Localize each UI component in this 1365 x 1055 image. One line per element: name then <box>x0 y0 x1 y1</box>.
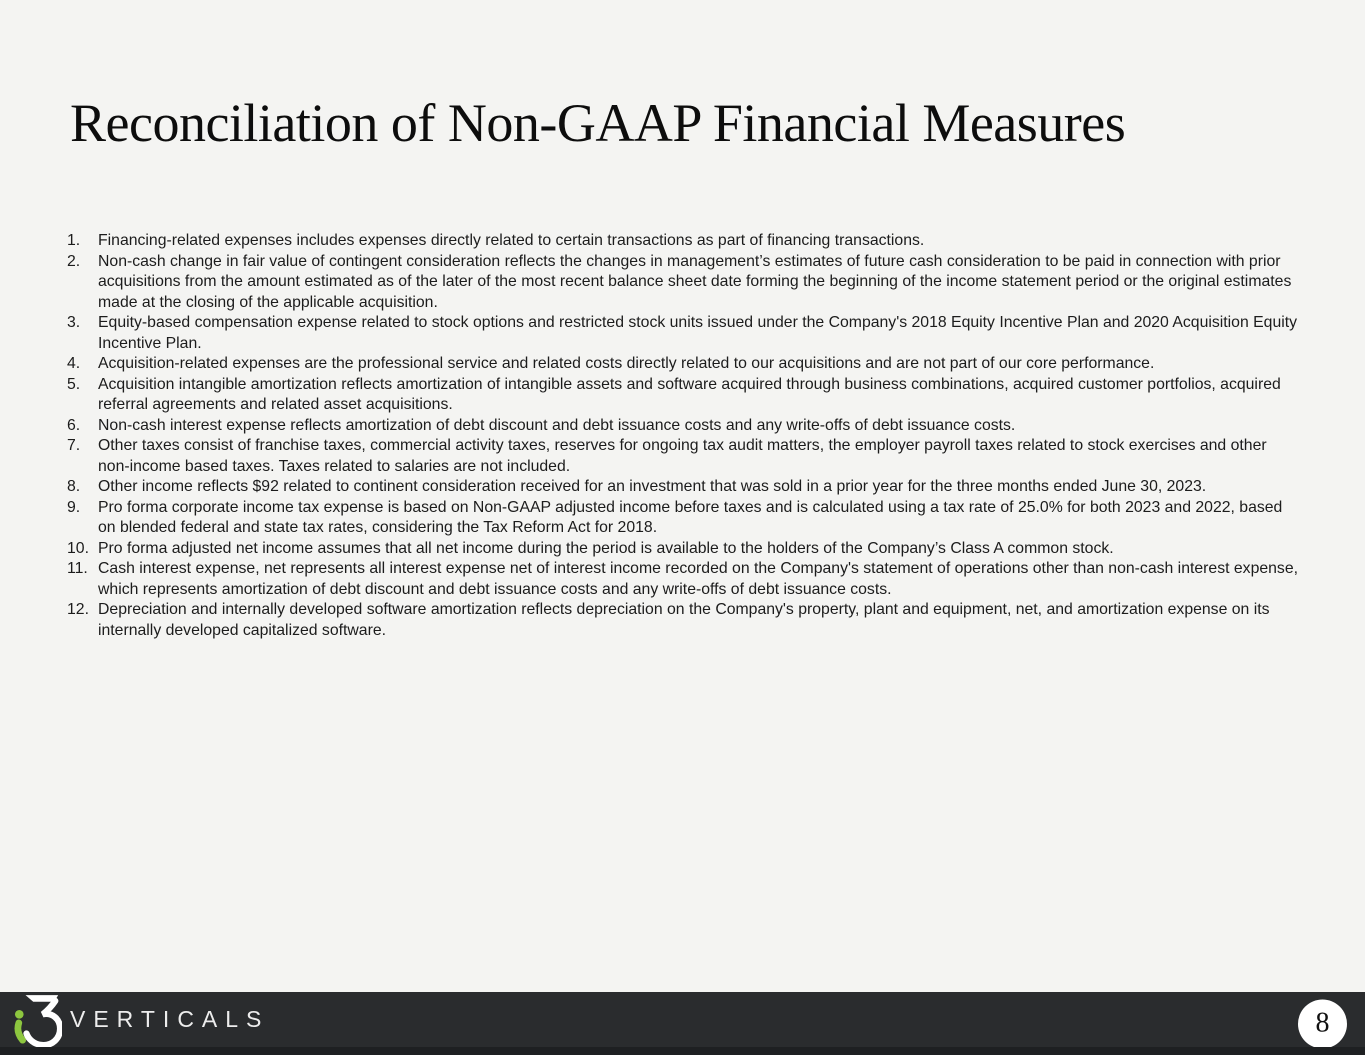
footnote-number: 7. <box>67 437 81 454</box>
footnote-number: 12. <box>67 601 89 618</box>
footnote-text: Other income reflects $92 related to continent consideration received for an investment that was sold in a prior year for the three months ended June 30, 2023. <box>98 478 1207 495</box>
footnote-item-9 <box>67 498 1298 539</box>
footnote-item-6 <box>67 416 1298 437</box>
footnote-item-1 <box>67 231 1298 252</box>
footnote-number: 10. <box>67 539 89 557</box>
page-title: Reconciliation of Non-GAAP Financial Measures <box>70 93 1126 153</box>
footnote-item-4 <box>67 354 1298 375</box>
footnote-number: 1. <box>67 232 81 249</box>
footnote-item-2 <box>67 252 1298 314</box>
footnote-number: 2. <box>67 252 81 270</box>
page-number-badge <box>1298 999 1347 1048</box>
footnote-text: Financing-related expenses includes expenses directly related to certain transactions as part of financing transactions. <box>98 232 925 249</box>
footnote-number: 8. <box>67 478 81 495</box>
footnotes-list <box>67 231 1298 641</box>
footnote-text: Cash interest expense, net represents all interest expense net of interest income recorded on the Company's statement of operations other than non-cash interest expense, which represents amortization of debt discount and debt issuance costs and any write-offs of debt issuance costs. <box>98 560 1298 598</box>
footnote-number: 4. <box>67 355 81 372</box>
footnote-item-11 <box>67 559 1298 600</box>
footer-bar <box>0 992 1365 1055</box>
brand-logo <box>14 992 269 1047</box>
footnote-text: Non-cash interest expense reflects amortization of debt discount and debt issuance costs and any write-offs of debt issuance costs. <box>98 416 1016 434</box>
footnote-item-5 <box>67 375 1298 416</box>
footnote-text: Equity-based compensation expense related to stock options and restricted stock units issued under the Company's 2018 Equity Incentive Plan and 2020 Acquisition Equity Incentive Plan. <box>98 314 1298 352</box>
footnote-item-8 <box>67 477 1298 498</box>
footnote-number: 3. <box>67 314 81 331</box>
footnote-number: 11. <box>67 560 88 577</box>
footnote-item-7 <box>67 436 1298 477</box>
footnote-number: 6. <box>67 416 81 434</box>
footnote-text: Pro forma adjusted net income assumes that all net income during the period is available to the holders of the Company’s Class A common stock. <box>98 539 1114 557</box>
brand-wordmark: VERTICALS <box>70 1006 270 1032</box>
footnote-number: 5. <box>67 375 81 393</box>
footnote-text: Acquisition-related expenses are the professional service and related costs directly related to our acquisitions and are not part of our core performance. <box>98 355 1155 372</box>
footnote-item-12 <box>67 600 1298 641</box>
i3-verticals-logo-icon <box>14 993 62 1049</box>
footnote-text: Acquisition intangible amortization reflects amortization of intangible assets and software acquired through business combinations, acquired customer portfolios, acquired referral agreements and related asset acquisitions. <box>98 375 1281 413</box>
footnote-item-3 <box>67 313 1298 354</box>
footnote-text: Non-cash change in fair value of contingent consideration reflects the changes in management’s estimates of future cash consideration to be paid in connection with prior acquisitions from the amount estimated as of the later of the most recent balance sheet date forming the beginning of the income statement period or the original estimates made at the closing of the applicable acquisition. <box>98 252 1292 311</box>
footer-bottom-strip <box>0 1047 1365 1055</box>
page-number: 8 <box>1315 1007 1330 1039</box>
footnote-item-10 <box>67 539 1298 560</box>
footnote-text: Other taxes consist of franchise taxes, commercial activity taxes, reserves for ongoing tax audit matters, the employer payroll taxes related to stock exercises and other non-income based taxes. Taxes related to salaries are not included. <box>98 437 1267 475</box>
footnote-text: Depreciation and internally developed software amortization reflects depreciation on the Company's property, plant and equipment, net, and amortization expense on its internally developed capitalized software. <box>98 601 1270 639</box>
footnote-text: Pro forma corporate income tax expense is based on Non-GAAP adjusted income before taxes and is calculated using a tax rate of 25.0% for both 2023 and 2022, based on blended federal and state tax rates, considering the Tax Reform Act for 2018. <box>98 498 1283 536</box>
footnote-number: 9. <box>67 498 81 516</box>
